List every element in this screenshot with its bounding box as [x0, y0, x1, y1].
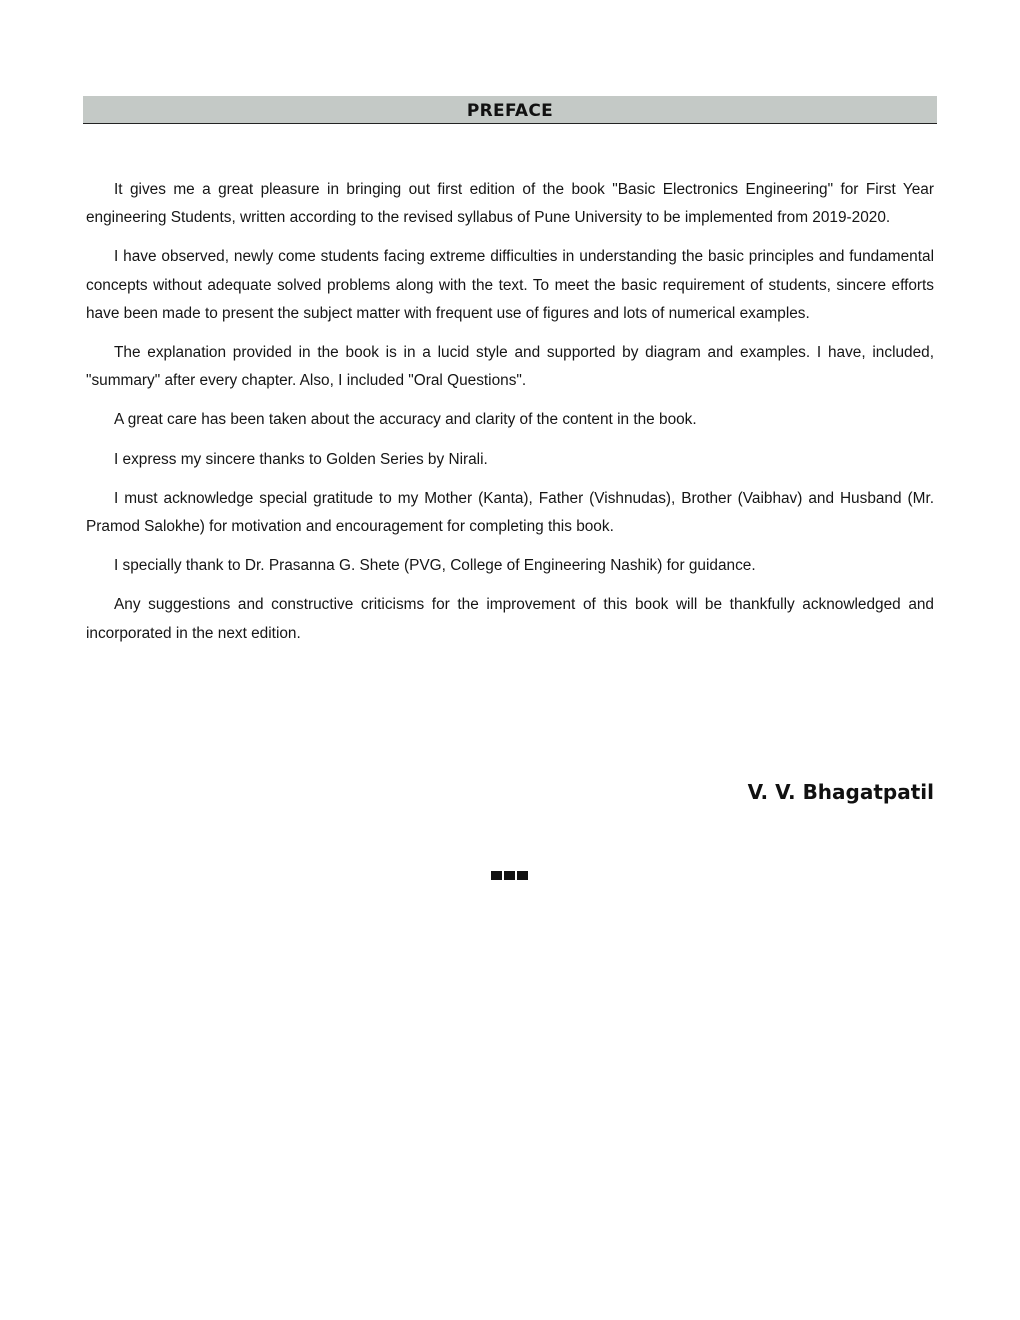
author-signature: V. V. Bhagatpatil — [747, 780, 934, 804]
paragraph-guidance-thanks: I specially thank to Dr. Prasanna G. Shete (PVG, College of Engineering Nashik) for guidance. — [114, 557, 756, 575]
paragraph-accuracy: A great care has been taken about the accuracy and clarity of the content in the book. — [114, 411, 697, 429]
paragraph-thanks-publisher: I express my sincere thanks to Golden Series by Nirali. — [114, 450, 488, 468]
paragraph-student-difficulties: I have observed, newly come students facing extreme difficulties in understanding the basic principles and fundamental concepts without adequate solved problems along with the text. To meet the basic requirement of students, sincere efforts have been made to present the subject matter with frequent use of figures and lots of numerical examples. — [86, 248, 934, 322]
paragraph-suggestions: Any suggestions and constructive criticisms for the improvement of this book will be thankfully acknowledged and incorporated in the next edition. — [86, 596, 934, 642]
paragraph-explanation-style: The explanation provided in the book is in a lucid style and supported by diagram and examples. I have, included, "summary" after every chapter. Also, I included "Oral Questions". — [86, 344, 934, 390]
preface-body — [86, 176, 934, 659]
page-title: PREFACE — [466, 100, 554, 121]
paragraph-family-gratitude: I must acknowledge special gratitude to my Mother (Kanta), Father (Vishnudas), Brother (Vaibhav) and Husband (Mr. Pramod Salokhe) for motivation and encouragement for completing this book. — [86, 489, 934, 536]
end-mark-square — [491, 871, 502, 880]
preface-heading-bar — [83, 96, 937, 124]
paragraph-edition-intro: It gives me a great pleasure in bringing out first edition of the book "Basic Electronics Engineering" for First Year engineering Students, written according to the revised syllabus of Pune University to be implemented from 2019-2020. — [86, 181, 934, 227]
end-mark-square — [517, 871, 528, 880]
end-of-section-mark — [491, 871, 528, 880]
end-mark-square — [504, 871, 515, 880]
